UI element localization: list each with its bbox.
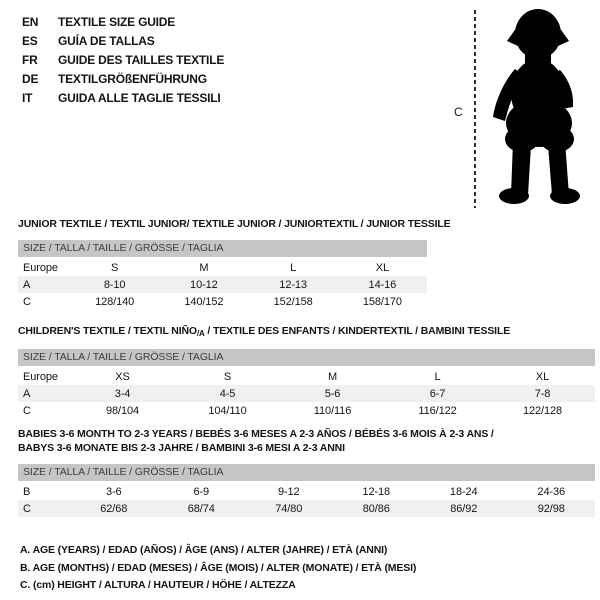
babies-textile-section [18,427,595,517]
row-label: C [23,295,31,308]
table-row-age [18,385,595,402]
junior-textile-section [18,218,451,310]
height-cell: 98/104 [105,404,140,417]
table-row-age [18,276,427,293]
height-cell: 86/92 [420,500,508,517]
language-title-list [22,13,224,108]
language-code: EN [22,15,39,29]
babies-title-line2: BABYS 3-6 MONATE BIS 2-3 JAHRE / BAMBINI 3-6 MESI A 2-3 ANNI [18,442,345,454]
age-cell: 24-36 [537,485,566,498]
row-label: C [18,500,70,517]
guide-title-it: GUIDA ALLE TAGLIE TESSILI [58,91,221,105]
size-cell: S [223,370,232,383]
height-cell: 80/86 [333,500,421,517]
size-cell: L [290,261,297,274]
age-cell: 12-13 [249,276,338,293]
height-cell: 110/116 [313,404,352,417]
height-cell: 68/74 [158,500,246,517]
size-cell: S [111,261,119,274]
language-row-it [22,89,224,108]
age-cell: 7-8 [490,385,595,402]
height-cell: 74/80 [245,500,333,517]
babies-section-title [18,427,595,455]
age-cell: 3-4 [70,385,175,402]
childrens-size-table [18,368,595,419]
height-cell: 92/98 [508,500,596,517]
height-cell: 140/152 [184,295,224,308]
title-subscript: /A [196,329,205,338]
language-row-fr [22,51,224,70]
size-header-bar: SIZE / TALLA / TAILLE / GRÖSSE / TAGLIA [18,349,595,366]
toddler-silhouette-illustration [484,6,594,208]
height-cell: 158/170 [362,295,402,308]
height-measure-label: C [454,105,463,119]
size-cell: M [199,261,209,274]
age-cell: 9-12 [277,485,300,498]
title-text: / TEXTILE DES ENFANTS / KINDERTEXTIL / BAMBINI TESSILE [204,325,511,337]
language-code: ES [22,34,38,48]
height-cell: 62/68 [70,500,158,517]
age-cell: 5-6 [280,385,385,402]
age-cell: 4-5 [175,385,280,402]
row-label: A [18,276,70,293]
row-label: Europe [23,370,58,383]
row-label: C [23,404,31,417]
size-header-bar: SIZE / TALLA / TAILLE / GRÖSSE / TAGLIA [18,240,427,257]
height-cell: 104/110 [208,404,247,417]
size-header-bar: SIZE / TALLA / TAILLE / GRÖSSE / TAGLIA [18,464,595,481]
table-row-europe [18,259,427,276]
guide-title-fr: GUIDE DES TAILLES TEXTILE [58,53,225,67]
babies-title-line1: BABIES 3-6 MONTH TO 2-3 YEARS / BEBÉS 3-6 MESES A 2-3 AÑOS / BÉBÉS 3-6 MOIS À 2-3 ANS / [18,428,494,440]
age-cell: 8-10 [70,276,159,293]
babies-size-table [18,483,595,517]
language-row-en [22,13,224,32]
footnote-age-years: A. AGE (YEARS) / EDAD (AÑOS) / ÂGE (ANS) / ALTER (JAHRE) / ETÀ (ANNI) [20,544,388,556]
language-code: IT [22,91,33,105]
size-cell: L [434,370,441,383]
table-row-age-months [18,483,595,500]
childrens-section-title [18,325,595,340]
row-label: B [23,485,31,498]
age-cell: 14-16 [338,276,427,293]
language-row-es [22,32,224,51]
height-cell: 128/140 [95,295,135,308]
row-label: A [18,385,70,402]
height-measure-dashed-line [474,10,476,208]
age-cell: 6-7 [385,385,490,402]
guide-title-es: GUÍA DE TALLAS [58,34,155,48]
language-row-de [22,70,224,89]
footnote-age-months: B. AGE (MONTHS) / EDAD (MESES) / ÂGE (MOIS) / ALTER (MONATE) / ETÀ (MESI) [20,561,417,574]
language-code: FR [22,53,38,67]
height-cell: 122/128 [522,404,563,417]
height-cell: 152/158 [273,295,313,308]
table-row-height [18,293,427,310]
legend-footnotes [20,542,416,595]
title-text: CHILDREN'S TEXTILE / TEXTIL NIÑO [18,325,197,337]
junior-size-table [18,259,427,310]
footnote-height: C. (cm) HEIGHT / ALTURA / HAUTEUR / HÖHE / ALTEZZA [20,579,296,591]
age-cell: 3-6 [105,485,122,498]
table-row-height [18,500,595,517]
table-row-europe [18,368,595,385]
table-row-height [18,402,595,419]
size-cell: XL [375,261,389,274]
size-cell: XS [115,370,130,383]
age-cell: 18-24 [449,485,478,498]
size-cell: XL [535,370,550,383]
childrens-textile-section [18,325,595,419]
age-cell: 10-12 [159,276,248,293]
age-cell: 6-9 [193,485,210,498]
row-label: Europe [23,261,58,274]
junior-section-title: JUNIOR TEXTILE / TEXTIL JUNIOR/ TEXTILE JUNIOR / JUNIORTEXTIL / JUNIOR TESSILE [18,218,451,230]
language-code: DE [22,72,39,86]
size-cell: M [327,370,338,383]
height-cell: 116/122 [418,404,457,417]
age-cell: 12-18 [362,485,391,498]
guide-title-de: TEXTILGRÖßENFÜHRUNG [58,72,207,86]
guide-title-en: TEXTILE SIZE GUIDE [58,15,176,29]
